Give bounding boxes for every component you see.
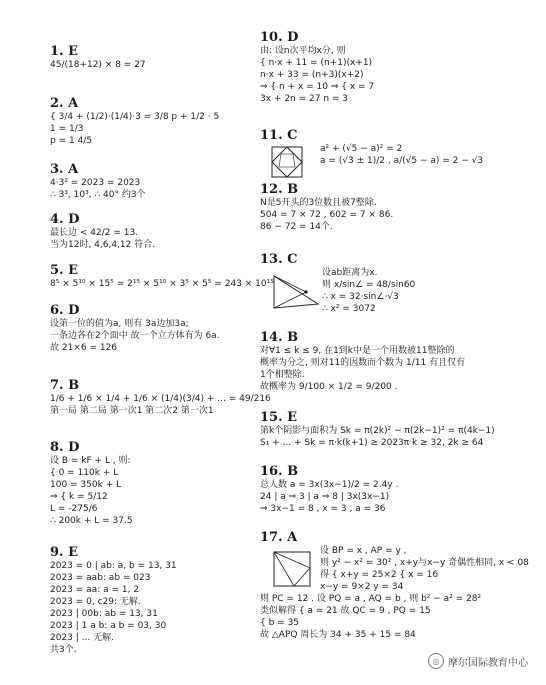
watermark-text: 摩尔国际教育中心 [448, 657, 528, 669]
work-line: 最长边 < 42/2 = 13. [50, 228, 139, 238]
answer-number: 17. A [260, 530, 298, 545]
answer-number: 8. D [50, 440, 80, 455]
work-line: { 0 = 110k + L [50, 468, 119, 478]
work-line: 45/(18+12) × 8 = 27 [50, 60, 146, 70]
work-line: 故概率为 9/100 × 1/2 = 9/200 . [260, 382, 398, 392]
work-line: 第k个阴影与面积为 Sk = π(2k)² − π(2k−1)² = π(4k−1) [260, 426, 495, 436]
work-line: ∴ x = 32·sin∠·√3 [322, 292, 399, 302]
work-line: 2023 = aa: a = 1, 2 [50, 585, 140, 595]
answer-number: 14. B [260, 330, 299, 345]
answer-number: 11. C [260, 128, 298, 143]
work-line: 100 = 350k + L [50, 480, 122, 490]
work-line: 4·3² = 2023 = 2023 [50, 178, 141, 188]
work-line: 8⁵ × 5¹⁰ × 15⁵ = 2¹⁵ × 5¹⁰ × 3⁵ × 5⁵ = 243 × 10¹⁵ [50, 279, 274, 289]
work-line: 共3个. [50, 645, 77, 655]
work-line: { 3/4 + (1/2)·(1/4)·3 = 3/8 p + 1/2 · 5 [50, 112, 220, 122]
answer-number: 5. E [50, 263, 79, 278]
answer-q2 [50, 96, 219, 147]
work-line: 设 B = kF + L , 则: [50, 456, 131, 466]
work-line: a = (√3 ± 1)/2 , a/(√5 − a) = 2 − √3 [320, 156, 484, 166]
answer-number: 3. A [50, 162, 79, 177]
work-line: 2023 = 0 | ab: a, b = 13, 31 [50, 561, 177, 571]
work-line: { b = 35 [260, 618, 300, 628]
answer-number: 6. D [50, 303, 80, 318]
answer-q5 [50, 263, 274, 290]
work-line: a² + (√5 − a)² = 2 [320, 144, 403, 154]
answer-q4 [50, 212, 155, 251]
answer-number: 12. B [260, 182, 299, 197]
work-line: 2023 | 00b: ab = 13, 31 [50, 609, 158, 619]
work-line: 故 △APQ 周长为 34 + 35 + 15 = 84 [260, 630, 416, 640]
work-line: 24 | a ⇒ 3 | a ⇒ 8 | 3x(3x−1) [260, 492, 390, 502]
work-line: L = -275/6 [50, 504, 98, 514]
work-line: 2023 = 0, c29: 无解. [50, 597, 141, 607]
answer-number: 15. E [260, 410, 298, 425]
answer-q7 [50, 378, 271, 417]
work-line: 概率为分之, 则对11的因数而个数为 1/11 有且仅有 [260, 358, 466, 368]
answer-number: 9. E [50, 545, 79, 560]
work-line: 设ab距离为x. [322, 268, 378, 278]
watermark [428, 653, 528, 669]
work-line: 86 − 72 = 14个. [260, 222, 333, 232]
wechat-logo-icon: ◎ [428, 653, 444, 669]
answer-number: 1. E [50, 44, 79, 59]
work-line: ⇒ { k = 5/12 [50, 492, 108, 502]
square-rotated-square-figure [270, 145, 306, 181]
work-line: 设 BP = x , AP = y , [320, 546, 407, 556]
work-line: ⇒ 3x−1 = 8 , x = 3 , a = 36 [260, 504, 386, 514]
answer-q3 [50, 162, 146, 201]
rectangle-figure [268, 546, 318, 592]
work-line: 则 y² − x² = 30² , x+y与x−y 奇偶性相同, x < 08 [320, 558, 529, 568]
work-line: { n·x + 11 = (n+1)(x+1) [260, 58, 373, 68]
answer-number: 10. D [260, 30, 299, 45]
work-line: S₁ + ... + Sk = π·k(k+1) ≥ 2023π k ≥ 32, 2k ≥ 64 [260, 438, 484, 448]
work-line: 对∀1 ≤ k ≤ 9, 在1到k中是一个用数被11整除的 [260, 346, 455, 356]
answer-q14 [260, 330, 465, 393]
answer-q16 [260, 464, 398, 515]
work-line: 得 { x+y = 25×2 { x = 16 [320, 570, 439, 580]
work-line: n·x + 33 = (n+3)(x+2) [260, 70, 364, 80]
work-line: 504 = 7 × 72 , 602 = 7 × 86. [260, 210, 394, 220]
work-line: p = 1 4/5 [50, 136, 93, 146]
work-line: x−y = 9×2 y = 34 [320, 582, 404, 592]
answer-number: 4. D [50, 212, 80, 227]
answer-number: 7. B [50, 378, 80, 393]
answer-q12 [260, 182, 393, 233]
work-line: 1 = 1/3 [50, 124, 84, 134]
answer-number: 16. B [260, 464, 299, 479]
work-line: ⇒ { n + x = 10 ⇒ { x = 7 [260, 82, 375, 92]
work-line: 设第一位的值为a, 则有 3a边加3a; [50, 319, 189, 329]
answer-number: 2. A [50, 96, 79, 111]
answer-q9 [50, 545, 177, 656]
answer-q6 [50, 303, 220, 354]
answer-q8 [50, 440, 133, 527]
work-line: 1个相整除. [260, 370, 305, 380]
answer-q1 [50, 44, 146, 71]
work-line: 2023 | 1 a b: a b = 03, 30 [50, 621, 167, 631]
work-line: ∴ 200k + L = 37.5 [50, 516, 133, 526]
work-line: 一条边各在2个面中 故一个立方体有为 6a. [50, 331, 220, 341]
work-line: 则 x/sin∠ = 48/sin60 [322, 280, 416, 290]
work-line: 第一局 第二局 第一次1 第二次2 第一次1 [50, 406, 214, 416]
work-line: ∴ 3³, 10³, ∴ 40° 约3个 [50, 190, 146, 200]
work-line: ∴ x² = 3072 [322, 304, 376, 314]
answer-q10 [260, 30, 374, 105]
work-line: 故 21×6 = 126 [50, 343, 118, 353]
work-line: 由: 设n次平均x分, 则 [260, 46, 346, 56]
work-line: 类似解得 { a = 21 故 QC = 9 , PQ = 15 [260, 606, 431, 616]
work-line: 1/6 + 1/6 × 1/4 + 1/6 × (1/4)(3/4) + ... = 49/216 [50, 394, 271, 404]
work-line: 2023 = aab: ab = 023 [50, 573, 151, 583]
work-line: 2023 | ... 无解. [50, 633, 114, 643]
work-line: 则 PC = 12 . 设 PQ = a , AQ = b , 则 b² − a² = 28² [260, 594, 482, 604]
answer-q15 [260, 410, 495, 449]
work-line: 总人数 a = 3x(3x−1)/2 = 2.4y . [260, 480, 399, 490]
answer-number: 13. C [260, 252, 298, 267]
work-line: 当为12时, 4,6,4,12 符合. [50, 240, 156, 250]
work-line: 3x + 2n = 27 n = 3 [260, 94, 349, 104]
work-line: N是5开头的3位数且被7整除. [260, 198, 377, 208]
triangle-figure [266, 270, 324, 314]
